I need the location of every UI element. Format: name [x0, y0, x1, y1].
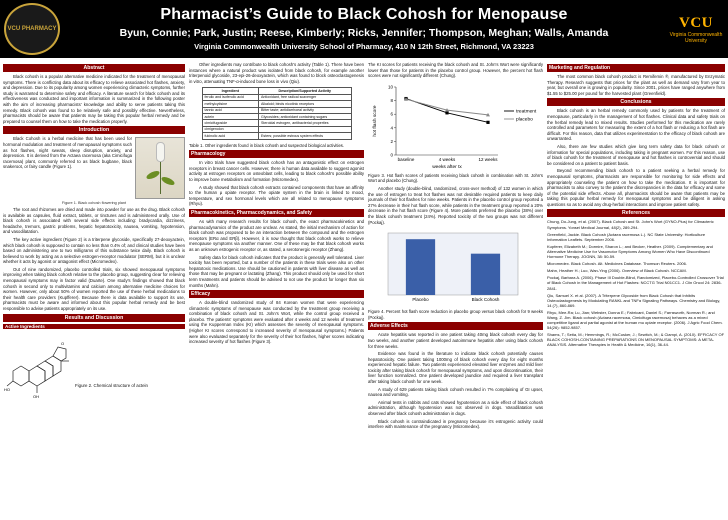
- hot-flash-reduction-bar-chart: [368, 227, 543, 307]
- abstract-heading: Abstract: [3, 64, 185, 72]
- legend-label: placebo: [516, 117, 533, 123]
- chemical-structure-diagram: [3, 331, 73, 401]
- poster-header: [0, 0, 728, 58]
- legend-label: treatment: [516, 109, 537, 115]
- adverse-paragraph-3: A study of 629 patients taking black cohosh resulted in 7% complaining of GI upset, nausea and vomiting.: [368, 386, 543, 398]
- reference-item: Rhyu, Mee-Ra; Lu, Jian; Webster, Donna E.; Fabricant, Daniel S.; Farnsworth, Norman R.; and Wang, Z. Jim. Black cohosh (Actaea racemosa, Cimicifuga racemosa) behaves as a mixed competitive ligand and partial agonist at the human mu opiate receptor. (2006). J Agric Food Chem. 54(26): 9852-9857.: [547, 309, 723, 331]
- table-cell: cimicifugoside: [202, 120, 259, 126]
- hot-flash-chart-svg: [368, 81, 543, 171]
- x-tick-label: 12 weeks: [478, 156, 498, 162]
- column-3: [368, 62, 543, 514]
- table-cell: Steroidal estrogen, antibacterial properties: [259, 120, 351, 126]
- marketing-heading: Marketing and Regulation: [547, 64, 725, 72]
- adverse-paragraph-4: Animal tests in rabbits and cats showed hypotension as a side effect of black cohosh administration, although hypotension was not observed in dogs. Vasodilatation was observed after black cohosh administration in dogs.: [368, 399, 543, 417]
- abstract-text: Black cohosh is a popular alternative medicine indicated for the treatment of menopausal symptoms. There is conflicting data about its efficacy to relieve associated hot flashes, anxiety, and depression. Due to its popularity among women experiencing climacteric symptoms, further study is warranted to determine safety and efficacy. A literature search for black cohosh and its effectiveness was conducted and important information is summarized in the following poster with the aim of increasing pharmacists' knowledge and ability to serve patients taking this remedy. Black cohosh was found to be relatively safe and possibly effective. Nevertheless, pharmacists should be aware that patients may be taking this popular herbal remedy and be prepared to counsel them on how to take the medication properly.: [3, 74, 185, 124]
- reduction-chart-svg: [368, 227, 543, 307]
- table-cell: fukinolic acid: [202, 133, 259, 139]
- ki-scores-paragraph: The KI scores for patients receiving the black cohosh and St. John's Wort were significantly lower than those for patients in the placebo control group. However, the percent hot flash scores were not significantly different (Chung).: [368, 62, 543, 79]
- table-cell: actein: [202, 114, 259, 120]
- efficacy-heading: Efficacy: [189, 290, 364, 298]
- column-2: [189, 62, 364, 514]
- reference-item: Greenfield, Jackie. Black Cohosh (Actaea racemosa L.). NC State University: Horticulture Information Leaflets. September 2006.: [547, 231, 706, 242]
- intro-block: [3, 136, 185, 207]
- reference-item: Pockaj, Barbara A. (2006). Phase III Double-Blind, Randomized, Placebo-Controlled Crossover Trial of Black Cohosh in the Management of Hot Flashes: NCCTG Trial N01CC1. J Clin Oncol 24: 2836-2841.: [547, 275, 724, 291]
- x-tick-label: 4 weeks: [438, 156, 456, 162]
- second-study-paragraph: Another study (double-blind, randomized, cross-over method) of 132 women in which the use of estrogen to treat hot flashes was not desirable required patients to keep daily journals of their hot flashes for nine weeks. Patients in the placebo control group reported a 27% decrease in their hot flash score, while patients in the treatment group reported a 20% decrease in the hot flash score (Figure 4). More patients preferred the placebo (38%) over the black cohosh treatment (24%). Reported toxicity of the two groups was not different (Pockaj).: [368, 185, 543, 225]
- vcu-logo: [668, 3, 724, 55]
- table-cell: Antioxidant, free radical scavenger: [259, 94, 351, 100]
- reference-item: Kupferer, Elizabeth M.; Dormire, Sharon L.; and Becker, Heather. (2009). Complementary and Alternative Medicine Use for Vasomotor Symptoms Among Women Who Have Discontinued Hormone Therapy. JOGNN, 38: 50-59.: [547, 243, 713, 260]
- intro-paragraph-4: Out of nine randomized, placebo controlled trials, six showed menopausal symptoms improving when taking black cohosh relative to the placebo group, suggesting clear for relieving menopausal symptoms may in factor valid (Duarte). One study's findings showed that black cohosh in second only to multivitamins and calcium among alternative medicine choices for women. However, only about 50% of women reported the use of these herbal medications to their health care providers (Kupfferer). Because there is data available to support its use, pharmacists must be aware and informed about this popular herbal remedy and be best responsible to advise patients appropriately on its use.: [3, 266, 185, 312]
- figure-2-caption: Figure 2. Chemical structure of actein: [75, 383, 148, 389]
- table-cell: methylcytisine: [202, 101, 259, 107]
- intro-paragraph-3: The key active ingredient (Figure 2) is a triterpene glycoside, specifically 27-deoxyactein, which black cohosh is supposed to contain no less than 0.4% of; and clinical studies have been based on administering one to two milligrams of this substance twice daily. Black cohosh is believed to work by acting as a selective estrogen-receptor modulator (SERM), but it is unclear whether it acts by agonist or antagonist effect (Micromedex).: [3, 236, 185, 265]
- active-ingredients-heading: Active Ingredients: [3, 324, 185, 330]
- figure-4-caption: Figure 4. Percent hot flash score reduction in placebo group versus black cohosh for 9 weeks (Pockaj).: [368, 309, 543, 320]
- conclusions-paragraph-3: Beyond recommending black cohosh to a patient seeking a herbal remedy for menopausal symptoms, pharmacists are responsible for monitoring for side effects and appropriately counseling the patient on how to take the medication. It is important for pharmacists to also convey to the patient the discrepancies in the data for efficacy and some of the potential side effects. Above all, pharmacists should be aware that patients may be taking this popular herbal remedy for menopausal symptoms and be diligent in asking questions so as to avoid any drug-herbal interactions and improve patient safety.: [547, 168, 725, 207]
- ingredients-paragraph: Other ingredients may contribute to black cohosh's activity (Table 1). There have been instances where a natural product was isolated from black cohosh, for example another triterpenoid glycoside, 23-epi-26-deoxyactein, which was found to block osteoclastogenesis in vitro, attenuating TNF-α-induced bone loss in vivo (Qiu).: [189, 62, 364, 84]
- data-point-treatment: [445, 111, 448, 114]
- vcu-logo-text: VCU: [679, 14, 713, 31]
- references-heading: References: [547, 209, 725, 217]
- figure-3-caption: Figure 3. Hot flash scores of patients receiving black cohosh in combination with St. John's Wort and placebo (Chung).: [368, 172, 543, 184]
- table-row: [202, 133, 351, 139]
- efficacy-paragraph: A double-blind randomized study of 84 Korean women that were experiencing climacteric symptoms of menopause was conducted by the treatment group receiving a combination of black cohosh and St. John's Wort, while the control group received a placebo. The patients' symptoms were evaluated after 4 weeks and 12 weeks of treatment using the Kupperman Index (KI) which assesses the severity of menopausal symptoms. (Higher KI scores correspond to increased severity of menopausal symptoms.) Patients were also evaluated separately for the severity of their hot flashes, higher scores indicating increased severity of hot flashes (Figure 3).: [189, 300, 364, 345]
- reference-item: Micromedex. Black Cohosh. Alt. Medicines Database. Thomson Reuters. 2006.: [547, 261, 687, 267]
- adverse-paragraph-2: Evidence was found in the literature to indicate black cohosh potentially causes hepatotoxicity. One patient taking 1000mg of black cohosh every day for eight months experienced hepatic failure. Two patients experienced elevated liver enzymes and mild liver toxicity after taking black cohosh for menopausal symptoms, and upon discontinuation, their liver function normalized. One patient developed jaundice and required a liver transplant after taking black cohosh for one week.: [368, 351, 543, 385]
- table-cell: Glycosides; antioxidant containing sugars: [259, 114, 351, 120]
- adverse-paragraph-1: Acute hepatitis was reported in one patient taking 40mg black cohosh every day for two weeks, and another patient developed autoimmune hepatitis after using black cohosh for three weeks.: [368, 332, 543, 349]
- x-tick-label: Black Cohosh: [471, 297, 500, 303]
- vcu-logo-subtext: Virginia Commonwealth University: [669, 31, 723, 44]
- references-list: [547, 219, 725, 347]
- y-tick-label: 2: [390, 138, 393, 144]
- data-point-treatment: [486, 121, 489, 124]
- intro-paragraph-2: The root and rhizomes are dried and made into powder for use as the drug. Black cohosh is available as capsules, fluid extract, tablets, or tinctures and is administered orally. Use of black cohosh is associated with several side effects including: bradycardia, dizziness, headache, tremors, gastric problems, hepatic hepatotoxicity, nausea, vomiting, hypotension, and vasodilatation.: [3, 206, 185, 235]
- pk-pd-safety-heading: Pharmacokinetics, Pharmacodynamics, and Safety: [189, 209, 364, 217]
- table-cell: tannic acid: [202, 107, 259, 113]
- pharmacy-seal-text: VCU PHARMACY: [7, 25, 57, 32]
- poster-affiliation: Virginia Commonwealth University School of Pharmacy, 410 N 12th Street, Richmond, VA 23223: [194, 42, 534, 51]
- table-cell: Bitter taste; antidiarrhoeal activity: [259, 107, 351, 113]
- svg-text:HO: HO: [4, 387, 10, 393]
- intro-paragraph-1: Black Cohosh is a herbal medicine that has been used for hormonal modulation and treatment of menopausal symptoms such as hot flashes, night sweats, sleep disruption, anxiety, and depression. It is derived from the Actaea racemosa (aka Cimicifuga racemosa) plant, commonly referred to as black bugbane, black snakeroot, or fairy candle (Figure 1).: [3, 136, 132, 170]
- results-heading: Results and Discussion: [3, 314, 185, 322]
- table-cell: ferulic and isoferulic acid: [202, 94, 259, 100]
- table-1-caption: Table 1. Other ingredients found in black cohosh and suspected biological activities.: [189, 142, 345, 148]
- x-tick-label: baseline: [397, 156, 415, 162]
- black-cohosh-plant-image: [135, 137, 185, 199]
- reference-item: Mahn, Heather H.; Luo, Wan-Ying (2006). Overview of Black Cohosh. NCCAM.: [547, 268, 687, 274]
- reference-item: Shams, T.; Setia, M.; Hemmings, R.; McCusker, J.; Sewitch, M.; & Ciampi, A. (2010). EFFICACY OF BLACK COHOSH-CONTAINING PREPARATIONS ON MENOPAUSAL SYMPTOMS: A META-ANALYSIS. Alternative Therapies in Health & Medicine, 16(1), 36-44.: [547, 332, 725, 348]
- pharmacology-paragraph-2: A study showed that black cohosh extracts contained components that have an affinity to the human μ opiate receptor. The opiate system in the brain is linked to mood, temperature, and sex hormonal levels which are all related to menopause symptoms (Rhyu).: [189, 184, 364, 207]
- x-tick-label: Placebo: [412, 297, 429, 303]
- svg-text:OH: OH: [33, 394, 39, 400]
- hot-flash-line-chart: [368, 81, 543, 171]
- pk-paragraph-1: As with many research results for black cohosh, the exact pharmacokinetics and pharmacodynamics of the product are unclear. As stated, the initial mechanism of action for black cohosh was proposed to be an interaction between the compound and the estrogen receptors (ERα and ERβ). However, it is now thought that black cohosh works to relieve menopause symptoms via another manner. One of these may be that black cohosh works as an unknown estrogenic receptor or, as stated, a serotonergic receptor (Zhang).: [189, 218, 364, 252]
- reference-item: Qiu, Samuel X. et al. (2007). A Triterpene Glycoside from Black Cohosh that Inhibits Osteoclastogenesis by Modulating RANKL and TNFα Signaling Pathways. Chemistry and Biology, 14 (7), 860-869.: [547, 292, 721, 308]
- ingredients-table: [202, 87, 352, 139]
- column-4: [547, 62, 725, 514]
- table-header-cell: Ingredient: [202, 88, 259, 94]
- conclusions-paragraph-2: Also, there are few studies which give long term safety data for black cohosh or information for special populations, including taking in pregnant women. For this reason, use of black cohosh for the treatment of menopause and hot flashes is controversial and should be considered on a patient to patient basis.: [547, 143, 725, 166]
- conclusions-paragraph-1: Black cohosh is an herbal remedy commonly used by patients for the treatment of menopause, particularly in the management of hot flashes. Clinical data and safety trials on the herbal remedy lead to mixed results. Studies performed for this medication are rarely controlled and parameters for measuring the extent of a hot flash or reducing a hot flash are difficult. For this reason, data that utilizes experimentation to the efficacy of black cohosh are unwarranted.: [547, 108, 725, 142]
- pharmacology-paragraph-1: In vitro trials have suggested black cohosh has an antagonistic effect on estrogen receptors in breast cancer cells. However, there is human data available to suggest agonist activity at estrogen receptors on osteoblast cells, leading to black cohosh's possible ability to improve bone metabolism and formation (Micromedex).: [189, 160, 364, 182]
- reference-item: Chung, Do-Jung, et al. (2007). Black Cohosh and St. John's Wort (GYNO-Plus) for Climacteric Symptoms. Yonsei Medical Journal, 48(2), 289-294.: [547, 219, 714, 230]
- poster-title: Pharmacist’s Guide to Black Cohosh for Menopause: [160, 6, 568, 23]
- bar: [406, 239, 435, 295]
- marketing-paragraph: The most common black cohosh product is Remifemin ®, manufactured by Enzymatic Therapy. Research suggests that prices for the plant as well as demand vary from year to year, but overall one is growing in popularity. Since 2001, prices have ranged anywhere from $1.55 to $25.00 per pound for the harvested plant (Greenfield).: [547, 74, 725, 96]
- pk-paragraph-2: Safety data for black cohosh indicates that the product is generally well tolerated. Liver toxicity has been reported, but a number of the patients in these trials were also on other hepatotoxic medications. Use should be cautioned in patients with liver disease as well as those that may be pregnant or lactating (Zhang). This product should only be used for short term treatments and patients should be advised to not use the product for longer than six months (Mahn).: [189, 254, 364, 288]
- actein-structure-figure: [3, 331, 185, 409]
- adverse-paragraph-5: Black cohosh is contraindicated in pregnancy because it's estrogenic activity could interfere with maintenance of the pregnancy (Micromedex).: [368, 418, 543, 430]
- table-cell: Alkaloid; binds nicotinic receptors: [259, 101, 351, 107]
- y-tick-label: 0: [390, 152, 393, 158]
- y-axis-label: hot flash score: [373, 105, 378, 137]
- figure-1-caption: Figure 1. Black cohosh flowering plant: [61, 201, 127, 206]
- poster-authors: Byun, Connie; Park, Justin; Reese, Kimberly; Ricks, Jennifer; Thompson, Meghan; Walls, Amanda: [119, 27, 609, 39]
- table-header-cell: Description/Supported Activity: [259, 88, 351, 94]
- adverse-effects-heading: Adverse Effects: [368, 322, 543, 330]
- bar: [471, 254, 500, 295]
- svg-text:O: O: [61, 341, 65, 347]
- table-cell: cimigenolon: [202, 126, 259, 132]
- y-tick-label: 6: [390, 111, 393, 117]
- introduction-heading: Introduction: [3, 126, 185, 134]
- column-1: [3, 62, 185, 514]
- pharmacology-heading: Pharmacology: [189, 150, 364, 158]
- y-tick-label: 8: [390, 97, 393, 103]
- x-axis-label: weeks after tx: [432, 164, 462, 170]
- y-tick-label: 4: [390, 125, 393, 131]
- conclusions-heading: Conclusions: [547, 98, 725, 106]
- table-cell: Esters; possible estrous system effects: [259, 133, 351, 139]
- y-tick-label: 10: [387, 84, 393, 90]
